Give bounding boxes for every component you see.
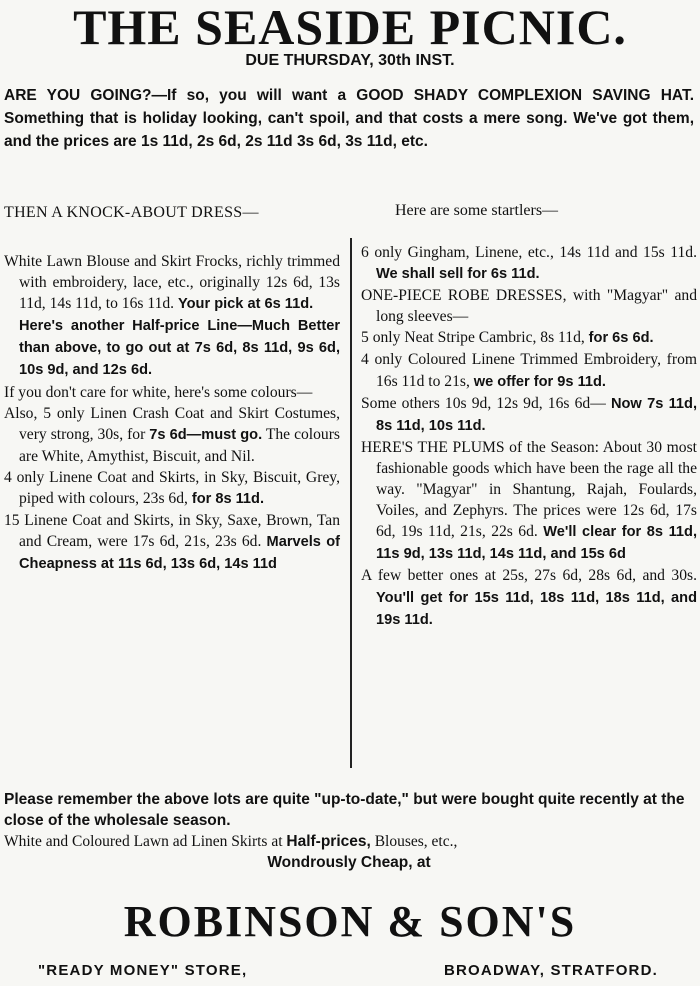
footer-wondrously: Wondrously Cheap, at <box>267 854 431 871</box>
left-item-text: The colours are White, Amythist, Biscuit, and Nil. <box>19 425 340 465</box>
left-item-price: Marvels of Cheapness at 11s 6d, 13s 6d, 14s 11d <box>19 534 341 573</box>
right-item-text: 5 only Neat Stripe Cambric, 8s 11d, <box>361 329 585 347</box>
right-item-text: ONE-PIECE ROBE DRESSES, with "Magyar" and long sleeves— <box>361 287 697 326</box>
store-name: "READY MONEY" STORE, <box>38 962 248 979</box>
left-item-linen-crash <box>4 403 340 467</box>
right-item-gingham <box>361 242 697 285</box>
right-item-plums <box>361 437 697 566</box>
ad-subtitle: DUE THURSDAY, 30th INST. <box>245 52 455 69</box>
store-address <box>38 962 658 979</box>
right-item-price: Now 7s 11d, 8s 11d, 10s 11d. <box>376 395 698 434</box>
ad-title: THE SEASIDE PICNIC. <box>73 0 627 55</box>
left-column <box>4 251 340 575</box>
footer-half-prices: Half-prices, <box>286 833 371 850</box>
right-item-price: we offer for 9s 11d. <box>473 373 606 390</box>
left-column-heading: THEN A KNOCK-ABOUT DRESS— <box>4 204 259 221</box>
right-item-price: You'll get for 15s 11d, 18s 11d, 18s 11d, and 19s 11d. <box>376 589 697 628</box>
right-item-cambric <box>361 327 697 349</box>
right-column <box>361 242 697 631</box>
left-item-half-price <box>4 315 340 381</box>
left-item-text: If you don't care for white, here's some colours— <box>4 383 313 401</box>
column-divider <box>350 238 352 768</box>
right-item-robe-dresses <box>361 285 697 327</box>
right-column-heading: Here are some startlers— <box>395 202 559 219</box>
right-item-price: We'll clear for 8s 11d, 11s 9d, 13s 11d, 14s 11d, and 15s 6d <box>376 524 698 563</box>
left-item-text: Also, 5 only Linen Crash Coat and Skirt Costumes, very strong, 30s, for <box>4 404 340 443</box>
footer-text: Blouses, etc., <box>374 833 458 850</box>
left-item-linene-coat <box>4 467 340 510</box>
intro-paragraph: ARE YOU GOING?—If so, you will want a GOOD SHADY COMPLEXION SAVING HAT. Something that is holiday looking, can't spoil, and that costs a mere song. We've got them, and the prices are 1s 11d, 2s 6d, 2s 11d 3s 6d, 3s 11d, etc. <box>4 87 694 150</box>
footer-reminder: Please remember the above lots are quite "up-to-date," but were bought quite recently at the close of the wholesale season. <box>4 791 685 829</box>
left-item-text: 15 Linene Coat and Skirts, in Sky, Saxe, Brown, Tan and Cream, were 17s 6d, 21s, 23s 6d. <box>4 512 340 551</box>
right-item-better <box>361 565 697 630</box>
right-item-text: HERE'S THE PLUMS of the Season: About 30 most fashionable goods which have been the rage all the way. "Magyar" in Shantung, Rajah, Foulards, Voiles, and Zephyrs. The prices were 12s 6d, 17s 6d, 19s 11d, 21s, 22s 6d. <box>361 438 697 541</box>
left-item-price: for 8s 11d. <box>191 491 265 508</box>
right-item-price: for 6s 6d. <box>588 330 654 347</box>
left-item-text: White Lawn Blouse and Skirt Frocks, richly trimmed with embroidery, lace, etc., originally 12s 6d, 13s 11d, 14s 11d, to 16s 11d. <box>4 253 340 313</box>
left-item-colours <box>4 382 340 403</box>
left-item-price: Your pick at 6s 11d. <box>177 296 314 313</box>
left-item-price: 7s 6d—must go. <box>149 426 263 443</box>
footer-note <box>4 789 694 873</box>
right-item-text: Some others 10s 9d, 12s 9d, 16s 6d— <box>361 394 606 412</box>
left-item-lawn-frocks <box>4 251 340 315</box>
footer-text: White and Coloured Lawn ad Linen Skirts at <box>4 833 283 850</box>
footer-skirts <box>4 831 694 852</box>
right-item-text: A few better ones at 25s, 27s 6d, 28s 6d, and 30s. <box>361 567 697 585</box>
store-location: BROADWAY, STRATFORD. <box>443 962 658 979</box>
store-brand: ROBINSON & SON'S <box>123 897 577 946</box>
right-item-price: We shall sell for 6s 11d. <box>376 266 540 283</box>
right-item-embroidery <box>361 349 697 392</box>
right-item-others <box>361 393 697 437</box>
right-item-text: 4 only Coloured Linene Trimmed Embroidery, from 16s 11d to 21s, <box>361 351 697 390</box>
left-item-text: 4 only Linene Coat and Skirts, in Sky, Biscuit, Grey, piped with colours, 23s 6d, <box>4 468 340 508</box>
left-item-linene-15 <box>4 510 340 575</box>
right-item-text: 6 only Gingham, Linene, etc., 14s 11d and 15s 11d. <box>361 244 697 261</box>
left-item-price: Here's another Half-price Line—Much Better than above, to go out at 7s 6d, 8s 11d, 9s 6d, 10s 9d, and 12s 6d. <box>19 318 340 379</box>
